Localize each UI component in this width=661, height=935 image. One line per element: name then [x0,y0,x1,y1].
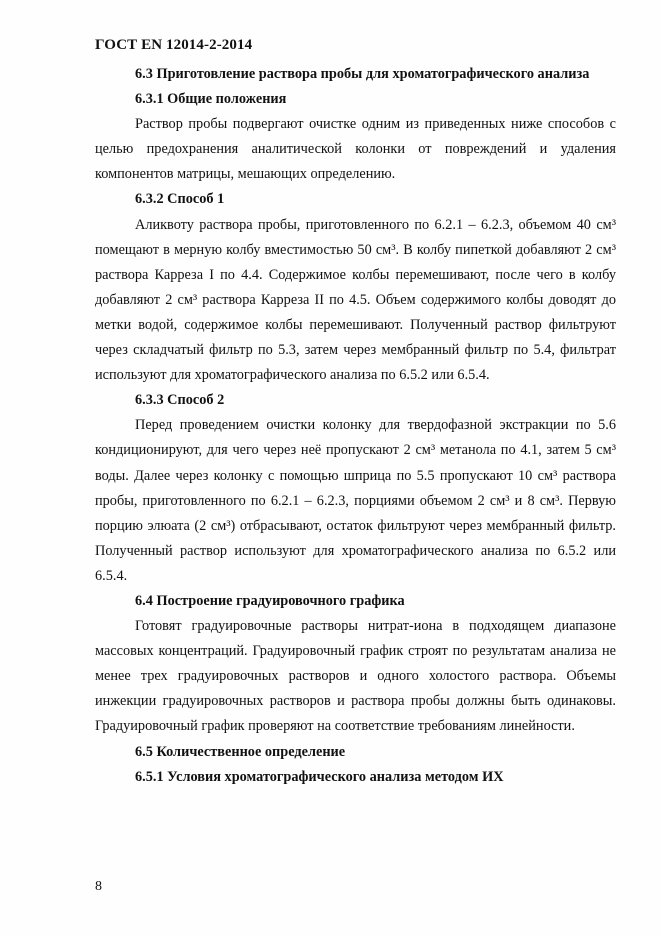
section-6-3-title: 6.3 Приготовление раствора пробы для хроматографического анализа [135,66,590,82]
section-6-4-title: 6.4 Построение градуировочного графика [135,592,405,609]
section-6-5-title: 6.5 Количественное определение [135,743,346,760]
section-6-3-1-title: 6.3.1 Общие положения [135,91,287,108]
section-6-3-3-text: Перед проведением очистки колонку для твердофазной экстракции по 5.6 кондиционируют, для чего через неё пропускают 2 см³ метанола по 4.1, затем 5 см³ воды. Далее через колонку с помощью шприца по 5.5 пропускают 10 см³ раствора пробы, приготовленного по 6.2.1 – 6.2.3, порциями объемом 2 см³ и 8 см³. Первую порцию элюата (2 см³) отбрасывают, остаток фильтруют через мембранный фильтр. Полученный раствор используют для хроматографического анализа по 6.5.2 или 6.5.4. [95,417,616,584]
section-6-5-1-title: 6.5.1 Условия хроматографического анализа методом ИХ [135,768,504,785]
section-6-3-1-text: Раствор пробы подвергают очистке одним из приведенных ниже способов с целью предохранения аналитической колонки от повреждений и удаления компонентов матрицы, мешающих определению. [95,116,616,183]
document-body [95,62,616,790]
section-6-3-2-title: 6.3.2 Способ 1 [135,191,225,208]
section-6-3-3-title: 6.3.3 Способ 2 [135,392,225,409]
section-6-4-text: Готовят градуировочные растворы нитрат-иона в подходящем диапазоне массовых концентраций. Градуировочный график строят по результатам анализа не менее трех градуировочных растворов и одного холостого раствора. Объемы инжекции градуировочных растворов и раствора пробы должны быть одинаковы. Градуировочный график проверяют на соответствие требованиям линейности. [95,618,616,735]
section-6-3-2-text: Аликвоту раствора пробы, приготовленного по 6.2.1 – 6.2.3, объемом 40 см³ помещают в мерную колбу вместимостью 50 см³. В колбу пипеткой добавляют 2 см³ раствора Карреза I по 4.4. Содержимое колбы перемешивают, после чего в колбу добавляют 2 см³ раствора Карреза II по 4.5. Объем содержимого колбы доводят до метки водой, содержимое колбы перемешивают. Полученный раствор фильтруют через складчатый фильтр по 5.3, затем через мембранный фильтр по 5.4, фильтрат используют для хроматографического анализа по 6.5.2 или 6.5.4. [95,216,616,384]
standard-code-header: ГОСТ EN 12014-2-2014 [95,37,253,53]
page-number: 8 [95,879,102,894]
